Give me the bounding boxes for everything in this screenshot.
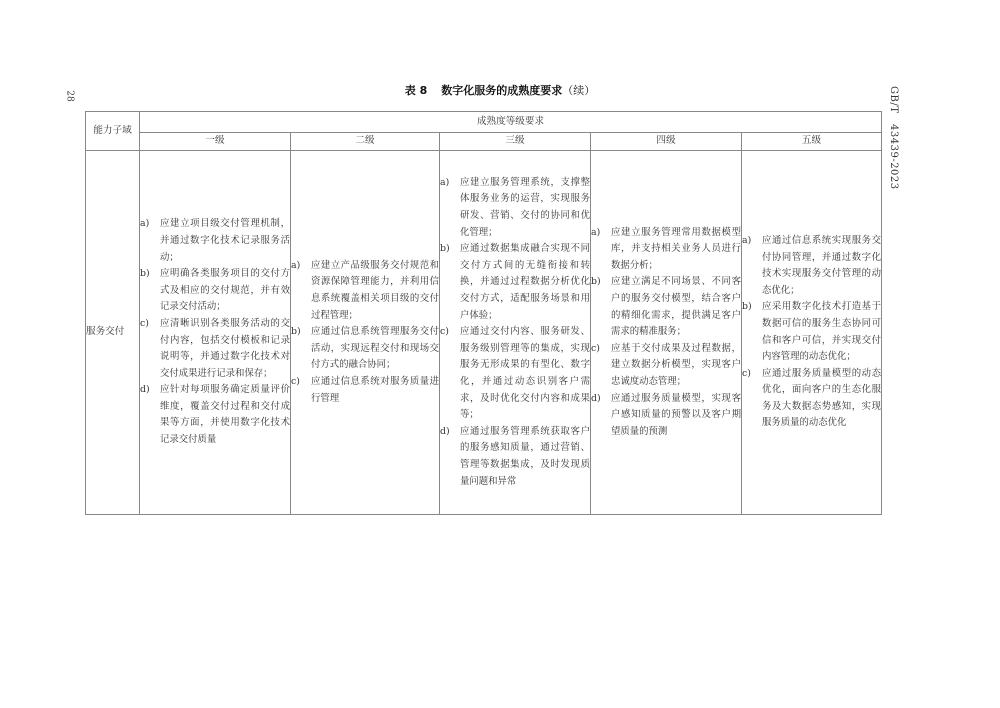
page-number: 28: [64, 90, 75, 102]
requirement-item: [440, 175, 590, 241]
requirement-item: [591, 341, 741, 391]
item-label: b): [591, 276, 601, 288]
item-label: d): [440, 425, 450, 437]
requirement-item: [140, 216, 290, 266]
table-row: [86, 151, 882, 515]
table-continued-mark: （续）: [562, 84, 596, 97]
item-label: b): [440, 243, 450, 255]
item-label: c): [591, 342, 600, 354]
table-title-text: 数字化服务的成熟度要求: [441, 84, 563, 97]
requirement-item: [591, 225, 741, 275]
item-text: 应通过交付内容、服务研发、服务级别管理等的集成，实现服务无形成果的有型化、数字化，并通过动态识别客户需求，及时优化交付内容和成果等；: [460, 326, 590, 421]
item-label: c): [742, 367, 751, 379]
requirement-item: [591, 274, 741, 340]
item-text: 应通过数据集成融合实现不同交付方式间的无缝衔接和转换，并通过过程数据分析优化交付方式，适配服务场景和用户体验；: [460, 243, 590, 321]
requirement-item: [291, 258, 439, 324]
item-text: 应建立产品级服务交付规范和资源保障管理能力，并利用信息系统覆盖相关项目级的交付过程管理；: [311, 259, 439, 321]
item-text: 应通过信息系统实现服务交付协同管理，并通过数字化技术实现服务交付管理的动态优化；: [762, 234, 882, 296]
requirement-item: [440, 241, 590, 324]
item-label: a): [742, 234, 752, 246]
requirement-item: [591, 391, 741, 441]
item-text: 应基于交付成果及过程数据，建立数据分析模型，实现客户忠诚度动态管理；: [611, 342, 741, 387]
item-text: 应清晰识别各类服务活动的交付内容，包括交付模板和记录说明等，并通过数字化技术对交付成果进行记录和保存；: [160, 317, 290, 379]
item-text: 应通过服务质量模型的动态优化，面向客户的生态化服务及大数据态势感知，实现服务质量的动态优化: [762, 367, 882, 429]
item-label: c): [291, 375, 300, 387]
item-text: 应采用数字化技术打造基于数据可信的服务生态协同可信和客户可信，并实现交付内容管理的动态优化；: [762, 301, 882, 363]
item-text: 应通过服务质量模型，实现客户感知质量的预警以及客户期望质量的预测: [611, 392, 741, 437]
requirement-item: [291, 374, 439, 407]
item-text: 应明确各类服务项目的交付方式及相应的交付规范，并有效记录交付活动；: [160, 268, 290, 313]
item-text: 应建立服务管理系统，支撑整体服务业务的运营，实现服务研发、营销、交付的协同和优化管理；: [460, 176, 590, 238]
table-title: [0, 82, 1000, 98]
item-label: d): [140, 384, 150, 396]
domain-cell: 服务交付: [86, 151, 140, 515]
maturity-group-header: 成熟度等级要求: [140, 112, 882, 133]
item-text: 应建立满足不同场景、不同客户的服务交付模型，结合客户的精细化需求，提供满足客户需求的精准服务；: [611, 276, 741, 338]
standard-number: 43439-2023: [888, 124, 899, 190]
level-header-3: 三级: [440, 133, 591, 151]
level-1-cell: [140, 151, 291, 515]
item-label: b): [140, 268, 150, 280]
level-3-cell: [440, 151, 591, 515]
item-label: a): [440, 176, 450, 188]
requirement-item: [440, 424, 590, 490]
table-number: 表 8: [404, 84, 428, 97]
item-text: 应建立服务管理常用数据模型库，并支持相关业务人员进行数据分析；: [611, 226, 741, 271]
level-header-4: 四级: [591, 133, 742, 151]
requirement-item: [140, 316, 290, 382]
requirement-item: [440, 324, 590, 424]
item-label: c): [440, 326, 449, 338]
item-text: 应针对每项服务确定质量评价维度，覆盖交付过程和交付成果等方面，并使用数字化技术记录交付质量: [160, 384, 290, 446]
domain-column-header: 能力子域: [86, 112, 140, 151]
requirement-item: [140, 382, 290, 448]
level-4-cell: [591, 151, 742, 515]
requirement-item: [742, 366, 881, 432]
item-text: 应通过信息系统对服务质量进行管理: [311, 375, 439, 404]
level-header-2: 二级: [291, 133, 440, 151]
requirement-item: [140, 266, 290, 316]
requirement-item: [291, 324, 439, 374]
item-label: b): [742, 301, 752, 313]
requirement-item: [742, 299, 881, 365]
level-2-cell: [291, 151, 440, 515]
item-text: 应通过服务管理系统获取客户的服务感知质量，通过营销、管理等数据集成，及时发现质量问题和异常: [460, 425, 590, 487]
item-label: a): [140, 218, 150, 230]
item-label: c): [140, 317, 149, 329]
item-label: a): [291, 259, 301, 271]
requirement-item: [742, 233, 881, 299]
level-header-1: 一级: [140, 133, 291, 151]
standard-label: GB/T: [888, 86, 899, 114]
item-text: 应建立项目级交付管理机制，并通过数字化技术记录服务活动；: [160, 218, 290, 263]
item-label: a): [591, 226, 601, 238]
item-label: d): [591, 392, 601, 404]
level-5-cell: [742, 151, 882, 515]
level-header-5: 五级: [742, 133, 882, 151]
item-text: 应通过信息系统管理服务交付活动，实现远程交付和现场交付方式的融合协同；: [311, 326, 439, 371]
maturity-table: [85, 111, 882, 515]
item-label: b): [291, 326, 301, 338]
